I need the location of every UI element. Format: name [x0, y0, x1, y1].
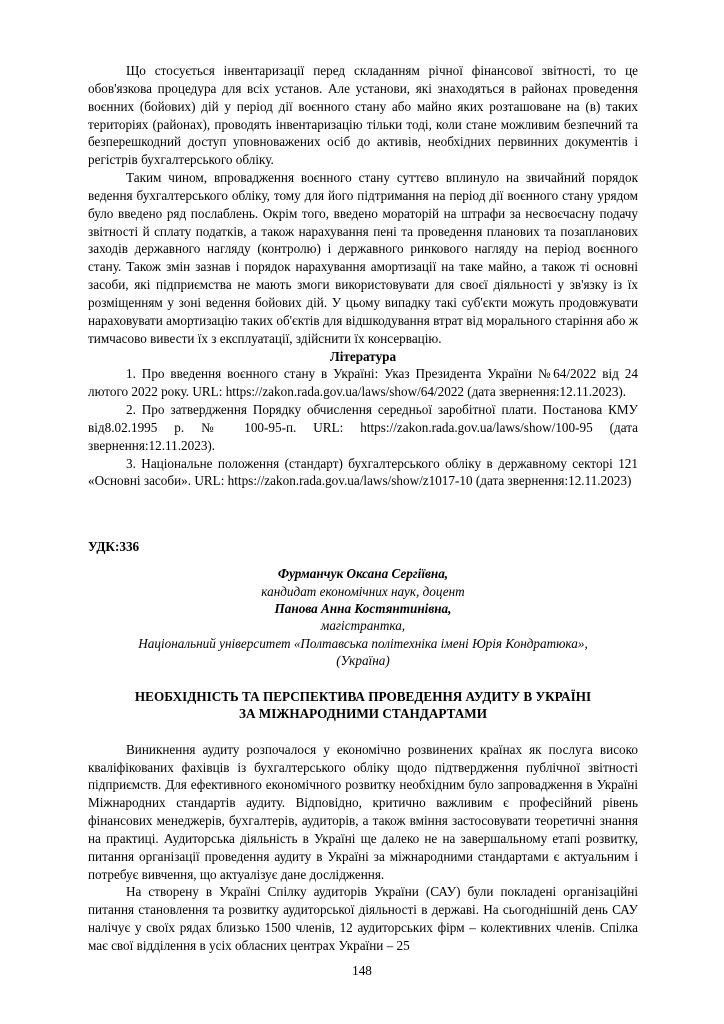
title-spacer [88, 670, 638, 688]
paragraph-conclusion: Таким чином, впровадження воєнного стану суттєво вплинуло на звичайний порядок ведення бухгалтерського обліку, тому для його підтримання на період дії воєнного стану урядом було введено ряд послаблень. Окрім того, введено мораторій на штрафи за несвоєчасну подачу звітності й сплату податків, а також нарахування пені та проведення планових та позапланових заходів державного нагляду (контролю) і державного ринкового нагляду на період воєнного стану. Також змін зазнав і порядок нарахування амортизації на таке майно, а також ті основні засоби, які підприємства не мають змоги використовувати для своєї діяльності у зв'язку із їх розміщенням у зоні ведення бойових дій. У цьому випадку такі суб'єкти можуть продовжувати нараховувати амортизацію таких об'єктів для відшкодування втрат від морального старіння або ж тимчасово вивести їх з експлуатації, здійснити їх консервацію. [88, 170, 638, 346]
udk-code: УДК:336 [88, 539, 140, 555]
article-title-line-1: НЕОБХІДНІСТЬ ТА ПЕРСПЕКТИВА ПРОВЕДЕННЯ АУДИТУ В УКРАЇНІ [134, 688, 592, 704]
section-spacer-2 [88, 520, 638, 538]
author-2-role: магістрантка, [320, 618, 406, 634]
affiliation: Національний університет «Полтавська політехніка імені Юрія Кондратюка», [138, 635, 588, 651]
udk-spacer [88, 556, 638, 565]
page-content [88, 62, 638, 955]
body-spacer [88, 723, 638, 741]
paragraph-sau: На створену в Україні Спілку аудиторів України (САУ) були покладені організаційні питання становлення та розвитку аудиторської діяльності в державі. На сьогоднішній день САУ налічує у своїх рядах близько 1500 членів, 12 аудиторських фірм – колективних членів. Спілка має свої відділення в усіх обласних центрах України – 25 [88, 884, 638, 953]
country: (Україна) [336, 653, 390, 669]
paragraph-audit-origin: Виникнення аудиту розпочалося у економічно розвинених країнах як послуга високо кваліфікованих фахівців із бухгалтерського обліку щодо підтвердження публічної звітності підприємств. Для ефективного економічного розвитку необхідним було запровадження в Україні Міжнародних стандартів аудиту. Відповідно, критично важливим є професійний рівень фінансових менеджерів, бухгалтерів, аудиторів, а також вміння застосовувати теоретичні знання на практиці. Аудиторська діяльність в Україні ще далеко не на завершальному етапі розвитку, питання організації проведення аудиту в Україні за міжнародними стандартами є актуальним і потребує вивчення, що актуалізує дане дослідження. [88, 741, 638, 882]
reference-item-2: 2. Про затвердження Порядку обчислення середньої заробітної плати. Постанова КМУ від8.02.1995 р. № 100-95-п. URL: https://zakon.rada.gov.ua/laws/show/100-95 (дата звернення:12.11.2023). [88, 402, 638, 453]
paragraph-inventory: Що стосується інвентаризації перед складанням річної фінансової звітності, то це обов'язкова процедура для всіх установ. Але установи, які знаходяться в районах проведення воєнних (бойових) дій у період дії воєнного стану або майно яких розташоване на (в) таких територіях (районах), проводять інвентаризацію тільки тоді, коли стане можливим безпечний та безперешкодний доступ уповноважених осіб до активів, необхідних первинних документів і регістрів бухгалтерського обліку. [88, 63, 638, 168]
reference-item-1: 1. Про введення воєнного стану в Україні: Указ Президента України №64/2022 від 24 лютого 2022 року. URL: https://zakon.rada.gov.ua/laws/show/64/2022 (дата звернення:12.11.2023). [88, 366, 638, 400]
author-1-name: Фурманчук Оксана Сергіївна, [277, 566, 449, 582]
references-heading: Література [329, 348, 397, 364]
reference-item-3: 3. Національне положення (стандарт) бухгалтерського обліку в державному секторі 121 «Основні засоби». URL: https://zakon.rada.gov.ua/laws/show/z1017-10 (дата звернення:12.11.2023) [88, 455, 638, 489]
page-number: 148 [352, 963, 372, 978]
section-spacer [88, 490, 638, 520]
author-2-name: Панова Анна Костянтинівна, [274, 600, 452, 616]
author-block [88, 565, 638, 669]
page-title [88, 688, 638, 723]
article-title-line-2: ЗА МІЖНАРОДНИМИ СТАНДАРТАМИ [239, 706, 487, 722]
author-1-role: кандидат економічних наук, доцент [261, 583, 465, 599]
